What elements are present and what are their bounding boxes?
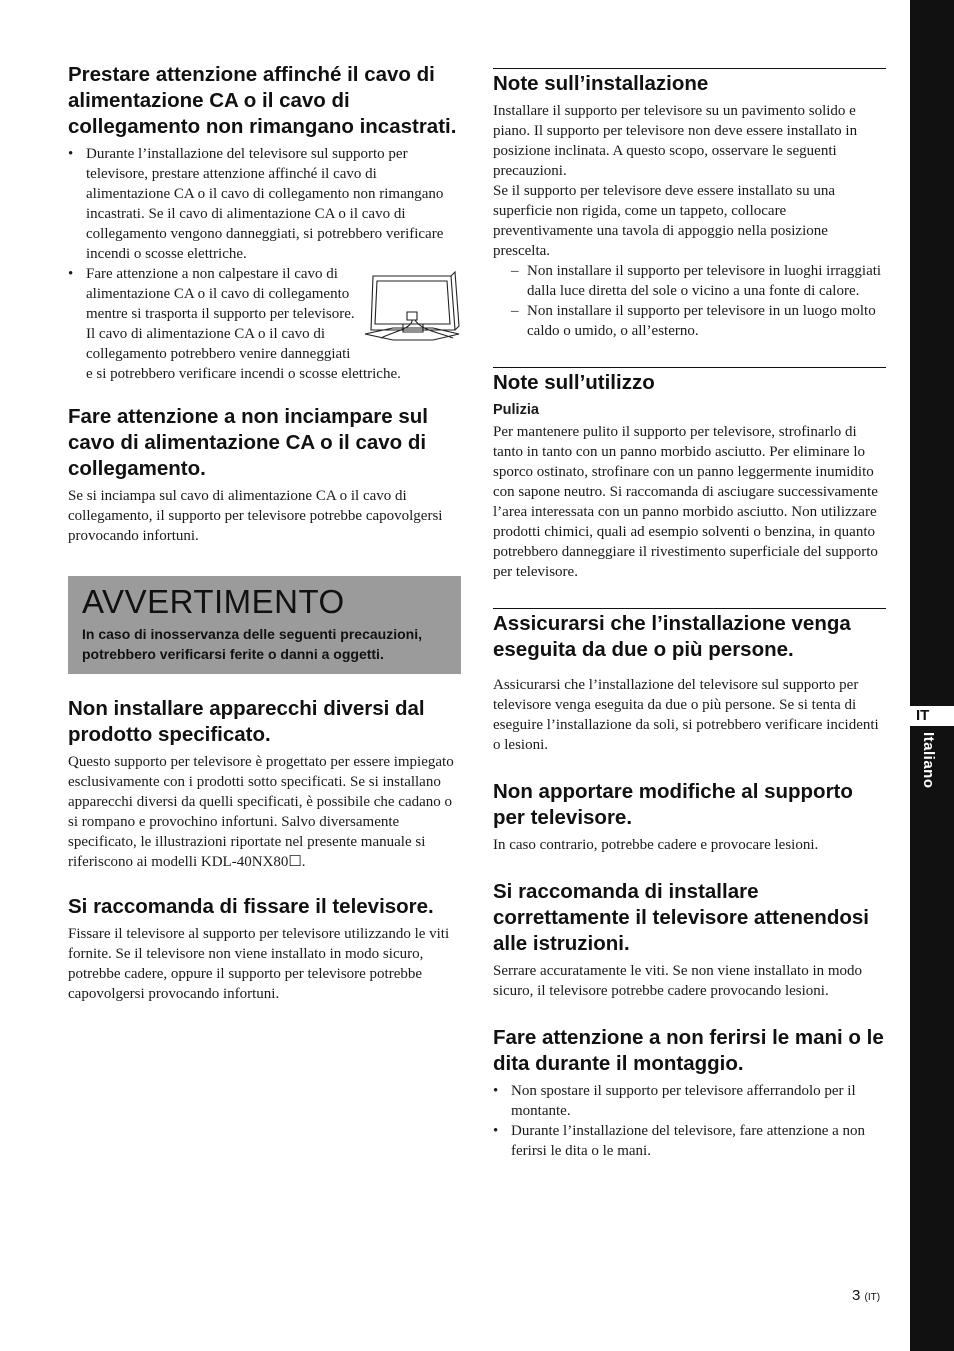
list-item (68, 264, 461, 384)
section-title: Non installare apparecchi diversi dal prodotto specificato. (68, 697, 425, 746)
section-body: Serrare accuratamente le viti. Se non viene installato in modo sicuro, il televisore potrebbe cadere provocando lesioni. (493, 963, 863, 999)
section-body: Fissare il televisore al supporto per televisore utilizzando le viti fornite. Se il televisore non viene installato in modo sicuro, potrebbe cadere, oppure il supporto per televisore potrebbe capovolgersi provocando infortuni. (68, 926, 450, 1002)
section-no-modifications (493, 779, 886, 855)
page-number-value: 3 (852, 1287, 861, 1304)
section-body: Se si inciampa sul cavo di alimentazione CA o il cavo di collegamento, il supporto per televisore potrebbe capovolgersi provocando infortuni. (68, 488, 443, 544)
language-side-tab (910, 0, 954, 1351)
section-two-persons (493, 608, 886, 755)
section-body: Questo supporto per televisore è progettato per essere impiegato esclusivamente con i prodotti sotto specificati. Se si installano apparecchi diversi da quelli specificati, è possibile che cadano o si rompano e provochino infortuni. Salvo diversamente specificato, le illustrazioni riportate nel presente manuale si riferiscono ai modelli KDL-40NX80☐. (68, 754, 454, 870)
section-title: Si raccomanda di fissare il televisore. (68, 895, 434, 918)
language-code: IT (910, 706, 954, 726)
page-number (852, 1287, 880, 1304)
section-specified-products (68, 696, 461, 872)
section-title: Assicurarsi che l’installazione venga eseguita da due o più persone. (493, 608, 886, 663)
bullet-list (68, 144, 461, 384)
section-title: Note sull’installazione (493, 68, 886, 97)
page-number-suffix: (IT) (864, 1292, 881, 1303)
section-body: Assicurarsi che l’installazione del televisore sul supporto per televisore venga eseguita da due o più persone. Se si tenta di eseguire l’installazione da soli, si potrebbero verificare incidenti o lesioni. (493, 677, 879, 753)
language-name: Italiano (920, 732, 937, 789)
section-install-correctly (493, 879, 886, 1001)
section-body: Per mantenere pulito il supporto per televisore, strofinarlo di tanto in tanto con un panno morbido asciutto. Per eliminare lo sporco ostinato, strofinare con un panno leggermente inumidito con sapone neutro. Si raccomanda di asciugare successivamente l’area interessata con un panno morbido asciutto. Non utilizzare prodotti chimici, quali ad esempio solventi o benzina, in quanto potrebbero danneggiare il rivestimento superficiale del supporto per televisore. (493, 424, 878, 580)
right-column (493, 68, 886, 1161)
section-usage-notes (493, 367, 886, 582)
section-title: Non apportare modifiche al supporto per televisore. (493, 780, 853, 829)
section-tripping (68, 404, 461, 546)
section-cable-trapping (68, 62, 461, 384)
list-item-text: Fare attenzione a non calpestare il cavo di alimentazione CA o il cavo di collegamento mentre si trasporta il supporto per televisore. Il cavo di alimentazione CA o il cavo di collegamento potrebbero venire danneggiati e si potrebbero verificare incendi o scosse elettriche. (86, 266, 401, 382)
warning-heading: AVVERTIMENTO (82, 583, 345, 620)
warning-box (68, 576, 461, 674)
section-installation-notes (493, 68, 886, 341)
dash-list (493, 261, 886, 341)
left-column (68, 62, 461, 1004)
section-title: Fare attenzione a non ferirsi le mani o le dita durante il montaggio. (493, 1026, 884, 1075)
section-body: Installare il supporto per televisore su un pavimento solido e piano. Il supporto per televisore non deve essere installato in posizione inclinata. A questo scopo, osservare le seguenti precauzioni. (493, 103, 858, 179)
tv-stand-cable-illustration (363, 268, 461, 342)
list-item: – Non installare il supporto per televisore in un luogo molto caldo o umido, o all’esterno. (493, 301, 886, 341)
list-item: • Non spostare il supporto per televisore afferrandolo per il montante. (493, 1081, 886, 1121)
section-title: Prestare attenzione affinché il cavo di alimentazione CA o il cavo di collegamento non rimangano incastrati. (68, 63, 457, 138)
section-title: Fare attenzione a non inciampare sul cavo di alimentazione CA o il cavo di collegamento. (68, 405, 428, 480)
section-fix-tv (68, 894, 461, 1004)
warning-text: In caso di inosservanza delle seguenti precauzioni, potrebbero verificarsi ferite o danni a oggetti. (82, 626, 422, 662)
section-body: Se il supporto per televisore deve essere installato su una superficie non rigida, come un tappeto, collocare preventivamente una tavola di appoggio nella posizione prescelta. (493, 183, 835, 259)
bullet-list (493, 1081, 886, 1161)
list-item: – Non installare il supporto per televisore in luoghi irraggiati dalla luce diretta del sole o vicino a una fonte di calore. (493, 261, 886, 301)
list-item: • Durante l’installazione del televisore, fare attenzione a non ferirsi le dita o le mani. (493, 1121, 886, 1161)
list-item: • Durante l’installazione del televisore sul supporto per televisore, prestare attenzione affinché il cavo di alimentazione CA o il cavo di collegamento non rimangano incastrati. Se il cavo di alimentazione CA o il cavo di collegamento vengono danneggiati, si potrebbero verificare incendi o scosse elettriche. (68, 144, 461, 264)
section-title: Note sull’utilizzo (493, 367, 886, 396)
section-body: In caso contrario, potrebbe cadere e provocare lesioni. (493, 837, 819, 853)
section-title: Si raccomanda di installare correttamente il televisore attenendosi alle istruzioni. (493, 880, 869, 955)
section-hands-fingers (493, 1025, 886, 1161)
section-subtitle: Pulizia (493, 402, 539, 418)
